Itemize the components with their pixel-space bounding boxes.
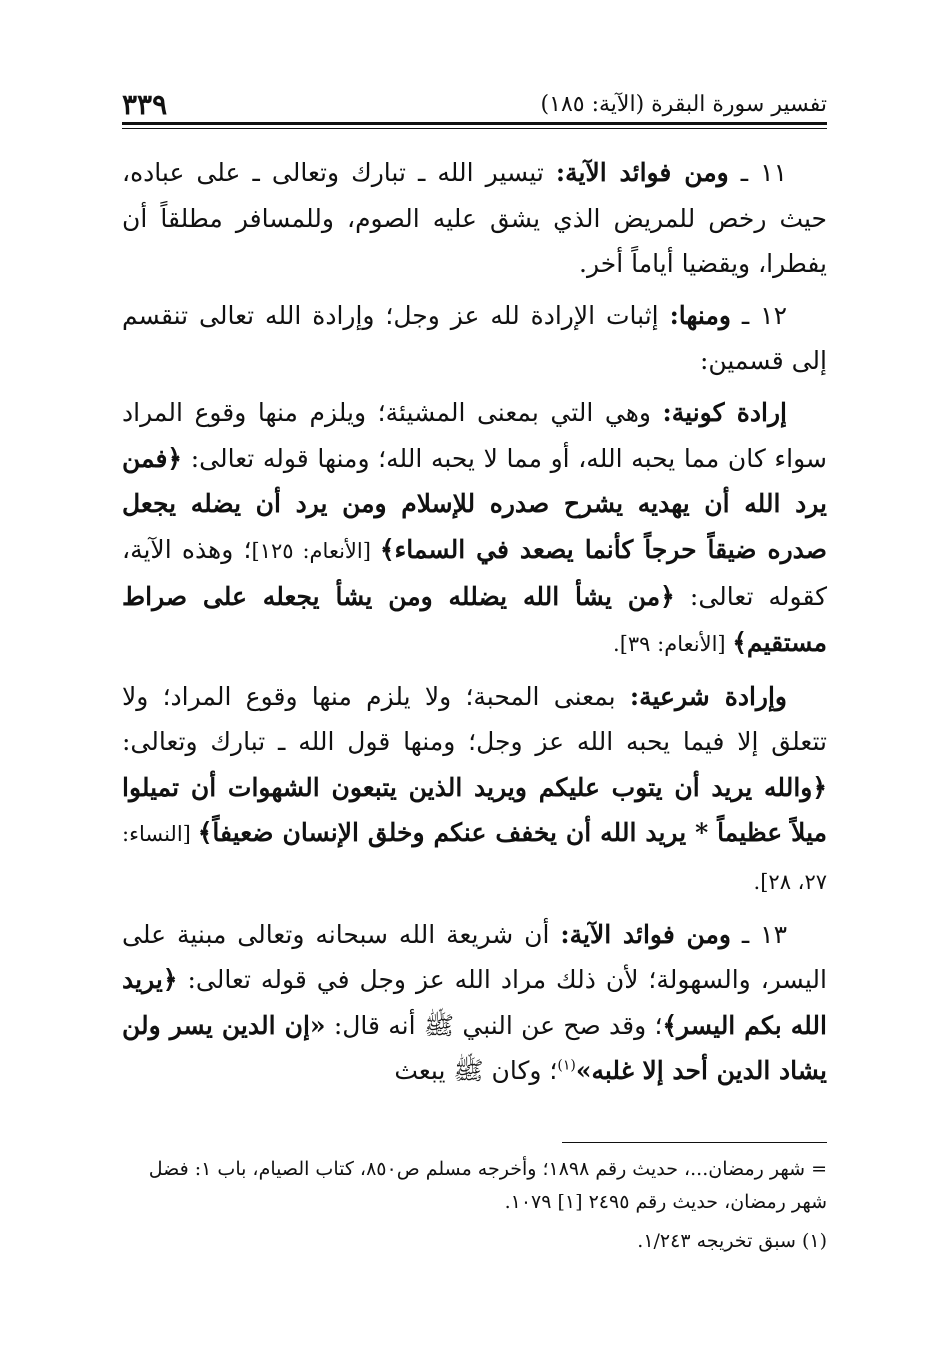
running-header bbox=[122, 80, 827, 120]
header-rule-thick bbox=[122, 122, 827, 125]
quran-quote: ﴿والله يريد أن يتوب عليكم ويريد الذين يتبعون الشهوات أن تميلوا ميلاً عظيماً * يريد الله أن يخفف عنكم وخلق الإنسان ضعيفاً﴾ bbox=[122, 772, 827, 848]
section-label: ومن فوائد الآية: bbox=[560, 919, 731, 949]
header-rule-thin bbox=[122, 128, 827, 129]
paragraph-number: ١٢ ـ bbox=[730, 300, 788, 330]
paragraph-number: ١٣ ـ bbox=[730, 919, 788, 949]
footnote-separator bbox=[562, 1142, 827, 1143]
paragraph-sharia bbox=[122, 674, 827, 906]
paragraph-text: بمعنى المحبة؛ ولا يلزم منها وقوع المراد؛ ولا تتعلق إلا فيما يحبه الله عز وجل؛ ومنها قول الله ـ تبارك وتعالى: bbox=[122, 681, 827, 757]
footnote-1: (١) سبق تخريجه ١/٢٤٣. bbox=[637, 1230, 827, 1252]
paragraph-text: وهي التي بمعنى المشيئة؛ ويلزم منها وقوع المراد سواء كان مما يحبه الله، أو مما لا يحبه الله؛ ومنها قوله تعالى: bbox=[122, 397, 827, 473]
section-label: إرادة كونية: bbox=[662, 397, 787, 427]
paragraph-number: ١١ ـ bbox=[728, 158, 787, 187]
paragraph-13 bbox=[122, 912, 827, 1094]
paragraph-text: ؛ وهذه الآية، كقوله تعالى: bbox=[122, 534, 827, 612]
verse-reference: [الأنعام: ١٢٥] bbox=[251, 538, 380, 563]
footnote-continued: = شهر رمضان...، حديث رقم ١٨٩٨؛ وأخرجه مسلم ص٨٥٠، كتاب الصيام، باب ١: فضل شهر رمضان، حديث رقم ٢٤٩٥ [١] ١٠٧٩. bbox=[148, 1158, 827, 1213]
quran-quote: ﴿فمن يرد الله أن يهديه يشرح صدره للإسلام ومن يرد أن يضله يجعل صدره ضيقاً حرجاً كأنما يصعد في السماء﴾ bbox=[122, 443, 828, 564]
paragraph-12 bbox=[122, 293, 827, 384]
main-text bbox=[122, 150, 827, 1100]
verse-reference: [النساء: ٢٧، ٢٨]. bbox=[122, 822, 827, 894]
page-number: ٣٣٩ bbox=[122, 88, 168, 121]
paragraph-text: أن شريعة الله سبحانه وتعالى مبنية على اليسر، والسهولة؛ لأن ذلك مراد الله عز وجل في قوله تعالى: bbox=[122, 919, 827, 995]
paragraph-text: إثبات الإرادة لله عز وجل؛ وإرادة الله تعالى تنقسم إلى قسمين: bbox=[122, 300, 827, 376]
footnote-marker: (١) bbox=[557, 1057, 576, 1074]
quran-quote: ﴿من يشأ الله يضلله ومن يشأ يجعله على صراط مستقيم﴾ bbox=[122, 582, 827, 657]
hadith-quote: «إن الدين يسر ولن يشاد الدين أحد إلا غلبه» bbox=[122, 1010, 827, 1086]
footnotes bbox=[122, 1153, 827, 1264]
paragraph-text: ؛ وكان ﷺ يبعث bbox=[394, 1056, 558, 1086]
paragraph-11 bbox=[122, 150, 827, 287]
section-label: ومنها: bbox=[669, 300, 731, 330]
quran-quote: ﴿يريد الله بكم اليسر﴾ bbox=[122, 965, 827, 1040]
header-title: تفسير سورة البقرة (الآية: ١٨٥) bbox=[540, 92, 827, 117]
verse-reference: [الأنعام: ٣٩]. bbox=[613, 631, 733, 656]
paragraph-kawniya bbox=[122, 390, 827, 668]
paragraph-text: تيسير الله ـ تبارك وتعالى ـ على عباده، حيث رخص للمريض الذي يشق عليه الصوم، وللمسافر مطلقاً أن يفطرا، ويقضيا أياماً أخر. bbox=[122, 158, 828, 279]
paragraph-text: ؛ وقد صح عن النبي ﷺ أنه قال: bbox=[325, 1010, 663, 1040]
section-label: وإرادة شرعية: bbox=[629, 681, 787, 711]
section-label: ومن فوائد الآية: bbox=[555, 158, 729, 187]
